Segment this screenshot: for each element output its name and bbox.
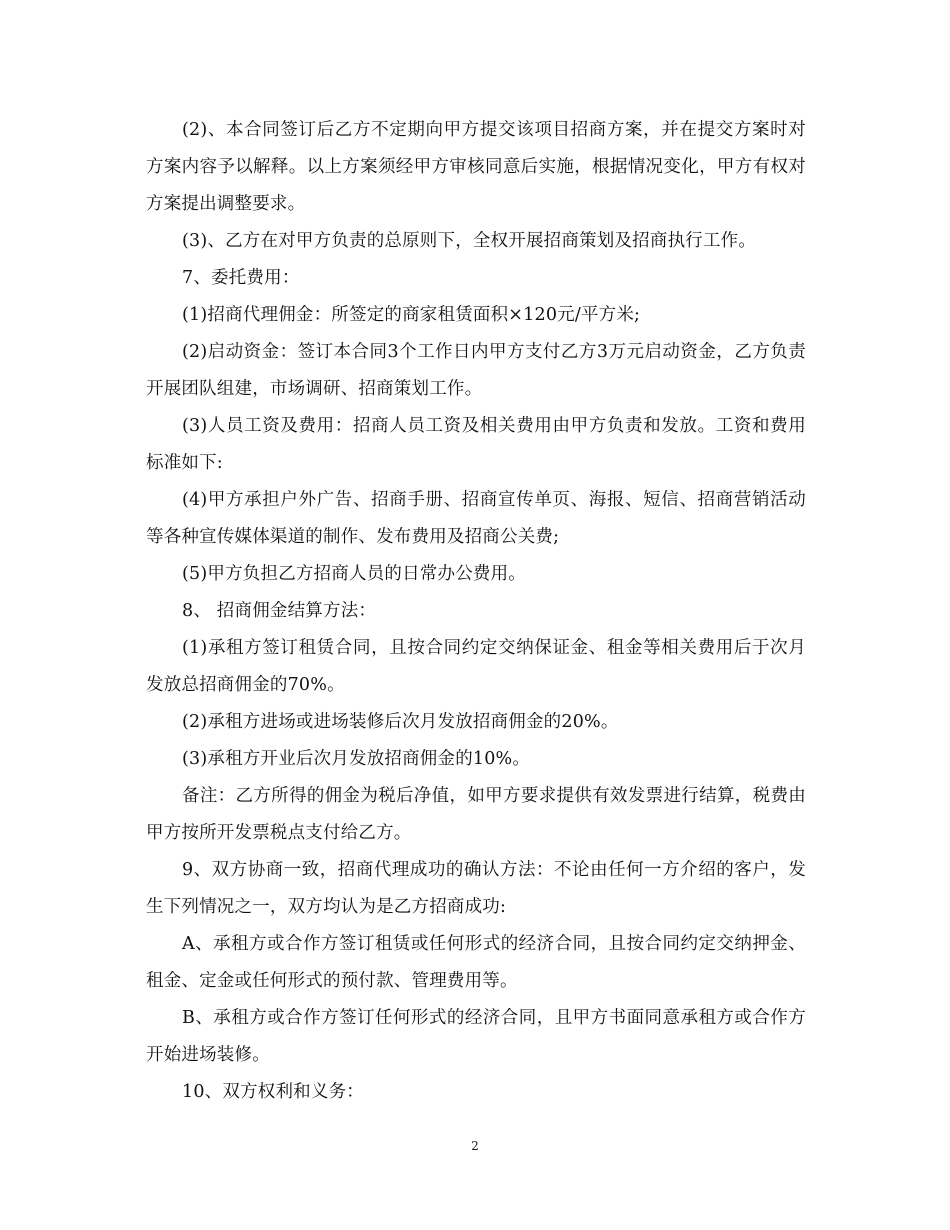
paragraph-success-confirmation: 9、双方协商一致，招商代理成功的确认方法：不论由任何一方介绍的客户，发生下列情况之一，双方均认为是乙方招商成功: bbox=[146, 860, 806, 917]
paragraph-condition-a: A、承租方或合作方签订租赁或任何形式的经济合同，且按合同约定交纳押金、租金、定金或任何形式的预付款、管理费用等。 bbox=[146, 934, 806, 991]
paragraph-condition-b: B、承租方或合作方签订任何形式的经济合同，且甲方书面同意承租方或合作方开始进场装修。 bbox=[146, 1008, 806, 1065]
page-number: 2 bbox=[471, 1139, 479, 1153]
paragraph-settlement-70: (1)承租方签订租赁合同，且按合同约定交纳保证金、租金等相关费用后于次月发放总招商佣金的70%。 bbox=[146, 638, 806, 695]
paragraph-settlement-20: (2)承租方进场或进场装修后次月发放招商佣金的20%。 bbox=[182, 712, 619, 732]
paragraph-advertising-costs: (4)甲方承担户外广告、招商手册、招商宣传单页、海报、短信、招商营销活动等各种宣传媒体渠道的制作、发布费用及招商公关费; bbox=[146, 490, 806, 547]
paragraph-agency-commission: (1)招商代理佣金：所签定的商家租赁面积×120元/平方米; bbox=[182, 305, 641, 325]
heading-settlement-method: 8、 招商佣金结算方法： bbox=[182, 601, 377, 621]
paragraph-staff-salaries: (3)人员工资及费用：招商人员工资及相关费用由甲方负责和发放。工资和费用标准如下: bbox=[146, 416, 806, 473]
paragraph-office-expenses: (5)甲方负担乙方招商人员的日常办公费用。 bbox=[182, 564, 526, 584]
paragraph-settlement-10: (3)承租方开业后次月发放招商佣金的10%。 bbox=[182, 749, 531, 769]
paragraph-proposal-submission: (2)、本合同签订后乙方不定期向甲方提交该项目招商方案，并在提交方案时对方案内容予以解释。以上方案须经甲方审核同意后实施，根据情况变化，甲方有权对方案提出调整要求。 bbox=[146, 120, 806, 214]
paragraph-full-authority: (3)、乙方在对甲方负责的总原则下，全权开展招商策划及招商执行工作。 bbox=[182, 231, 757, 251]
paragraph-remark: 备注：乙方所得的佣金为税后净值，如甲方要求提供有效发票进行结算，税费由甲方按所开发票税点支付给乙方。 bbox=[146, 786, 806, 843]
heading-rights-obligations: 10、双方权利和义务： bbox=[182, 1082, 364, 1102]
document-body bbox=[146, 112, 806, 1111]
heading-commission-fees: 7、委托费用： bbox=[182, 268, 300, 288]
paragraph-startup-funds: (2)启动资金：签订本合同3个工作日内甲方支付乙方3万元启动资金，乙方负责开展团队组建，市场调研、招商策划工作。 bbox=[146, 342, 806, 399]
